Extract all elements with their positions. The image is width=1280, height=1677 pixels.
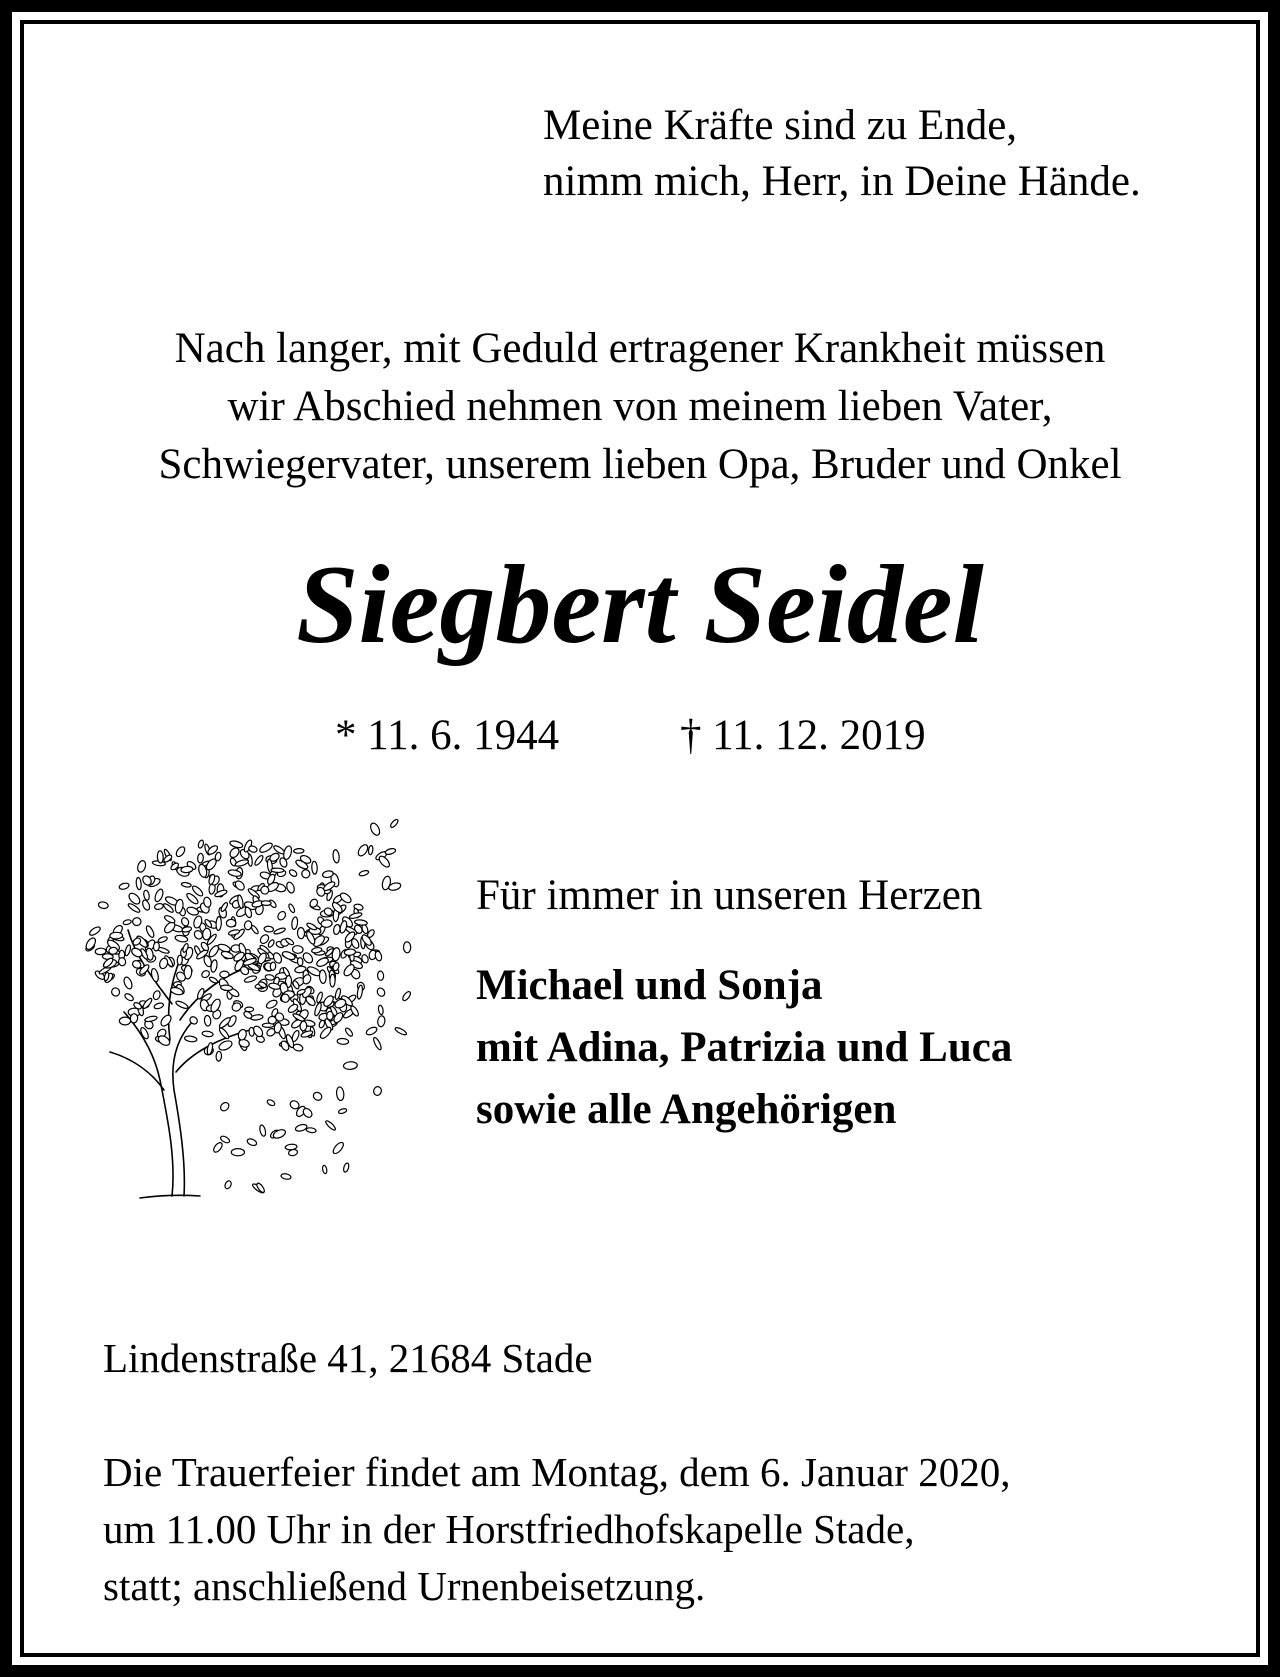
leaf-mark xyxy=(84,936,97,951)
leaf-mark xyxy=(332,849,340,863)
leaf-mark xyxy=(339,920,348,934)
leaf-mark xyxy=(216,1051,222,1061)
leaf-mark xyxy=(339,891,353,904)
ceremony-line: Die Trauerfeier findet am Montag, dem 6. Januar 2020, xyxy=(103,1449,1011,1495)
leaf-mark xyxy=(144,1015,157,1022)
mourners-line: sowie alle Angehörigen xyxy=(476,1086,897,1133)
leaf-mark xyxy=(197,853,203,863)
leaf-mark xyxy=(316,991,324,1003)
leaf-mark xyxy=(220,985,232,991)
leaf-mark xyxy=(322,1165,328,1174)
leaf-mark xyxy=(344,949,356,956)
leaf-mark xyxy=(175,845,187,858)
leaf-mark xyxy=(336,1087,345,1101)
leaf-mark xyxy=(130,1013,138,1023)
leaf-mark xyxy=(202,1031,214,1038)
mourners-list xyxy=(476,955,1012,1141)
leaf-mark xyxy=(378,1005,384,1015)
leaf-mark xyxy=(295,1123,308,1132)
leaf-mark xyxy=(248,845,258,853)
leaf-mark xyxy=(153,1002,164,1010)
leaf-mark xyxy=(175,1000,189,1010)
leaf-mark xyxy=(219,1101,231,1113)
leaf-mark xyxy=(376,987,386,998)
leaf-mark xyxy=(385,848,397,856)
leaf-mark xyxy=(338,1108,347,1115)
leaf-mark xyxy=(321,919,333,927)
leaf-mark xyxy=(300,1021,307,1031)
intro-line: Schwiegervater, unserem lieben Opa, Bruder und Onkel xyxy=(158,441,1122,488)
leaf-mark xyxy=(285,881,295,894)
leaf-mark xyxy=(258,841,273,854)
leaf-mark xyxy=(181,866,193,873)
leaf-mark xyxy=(180,916,190,927)
leaf-mark xyxy=(150,968,159,983)
leaf-mark xyxy=(234,879,246,891)
leaf-mark xyxy=(119,1017,130,1025)
leaf-mark xyxy=(212,1141,224,1153)
leaf-mark xyxy=(231,1149,244,1156)
address: Lindenstraße 41, 21684 Stade xyxy=(103,1335,593,1381)
leaf-mark xyxy=(88,925,101,936)
leaf-mark xyxy=(368,845,373,855)
leaf-mark xyxy=(374,951,382,962)
leaf-mark xyxy=(153,942,160,951)
leaf-mark xyxy=(244,920,253,930)
leaf-mark xyxy=(373,1086,383,1097)
leaf-mark xyxy=(356,843,369,858)
leaf-mark xyxy=(226,919,235,927)
leaf-mark xyxy=(389,818,399,828)
leaf-mark xyxy=(306,1127,316,1133)
leaf-mark xyxy=(300,868,311,879)
windblown-tree-icon xyxy=(80,790,420,1210)
leaf-mark xyxy=(136,860,147,874)
leaf-mark xyxy=(244,975,258,984)
leaf-mark xyxy=(229,840,243,849)
intro-line: Nach langer, mit Geduld ertragener Krankheit müssen xyxy=(174,325,1106,372)
leaf-mark xyxy=(330,974,335,987)
intro-line: wir Abschied nehmen von meinem lieben Vater, xyxy=(227,383,1053,430)
leaf-mark xyxy=(266,1099,275,1107)
leaf-mark xyxy=(157,936,168,944)
leaf-mark xyxy=(254,854,265,866)
leaf-mark xyxy=(343,1061,357,1070)
leaf-mark xyxy=(123,919,132,925)
ceremony-notice xyxy=(103,1444,1010,1615)
leaf-mark xyxy=(184,1035,197,1042)
deceased-name: Siegbert Seidel xyxy=(296,543,984,667)
leaf-mark xyxy=(132,917,141,926)
mourners-line: mit Adina, Patrizia und Luca xyxy=(476,1024,1013,1071)
leaf-mark xyxy=(365,1026,378,1037)
leaf-mark xyxy=(153,888,164,903)
leaf-mark xyxy=(319,970,327,984)
leaf-mark xyxy=(216,916,222,930)
leaf-mark xyxy=(264,926,274,933)
leaf-mark xyxy=(152,990,161,1001)
leaf-mark xyxy=(294,848,304,853)
leaf-mark xyxy=(369,822,382,837)
leaf-mark xyxy=(224,1180,233,1190)
leaf-mark xyxy=(110,986,121,997)
leaf-mark xyxy=(276,910,287,921)
leaf-mark xyxy=(214,852,221,862)
leaf-mark xyxy=(220,902,229,913)
leaf-mark xyxy=(159,1013,173,1028)
intro-text xyxy=(0,320,1280,494)
leaf-mark xyxy=(214,889,228,898)
birth-date: * 11. 6. 1944 xyxy=(335,712,560,759)
leaf-mark xyxy=(204,1015,211,1026)
motto-verse xyxy=(543,98,1141,210)
leaf-mark xyxy=(377,854,391,868)
mourners-line: Michael und Sonja xyxy=(476,962,823,1009)
leaf-mark xyxy=(401,990,412,1002)
leaf-mark xyxy=(220,971,229,978)
leaf-mark xyxy=(403,942,411,953)
motto-line: nimm mich, Herr, in Deine Hände. xyxy=(543,158,1141,205)
leaf-mark xyxy=(272,1128,287,1140)
leaf-mark xyxy=(163,854,173,864)
leaf-mark xyxy=(273,927,286,935)
leaf-mark xyxy=(136,877,142,890)
leaf-mark xyxy=(349,912,363,920)
leaf-mark xyxy=(124,944,131,956)
leaf-mark xyxy=(95,948,106,955)
leaf-mark xyxy=(119,882,130,890)
leaf-mark xyxy=(141,899,151,911)
leaf-mark xyxy=(163,914,176,924)
leaf-mark xyxy=(270,962,276,971)
leaf-mark xyxy=(297,927,304,938)
leaf-mark xyxy=(372,1036,382,1050)
leaf-mark xyxy=(337,1038,349,1045)
leaf-mark xyxy=(394,1026,407,1036)
leaf-mark xyxy=(377,971,384,981)
leaf-mark xyxy=(291,917,298,930)
leaf-mark xyxy=(98,901,109,909)
ceremony-line: um 11.00 Uhr in der Horstfriedhofskapelle Stade, xyxy=(103,1506,915,1552)
leaf-mark xyxy=(234,859,249,868)
motto-line: Meine Kräfte sind zu Ende, xyxy=(543,102,1018,149)
leaf-mark xyxy=(327,1011,333,1020)
leaf-mark xyxy=(344,1027,354,1037)
leaf-mark xyxy=(181,882,191,888)
leaf-mark xyxy=(292,945,303,953)
leaf-mark xyxy=(343,1163,350,1173)
leaf-mark xyxy=(271,868,284,873)
leaf-mark xyxy=(182,926,192,933)
leaf-mark xyxy=(312,1091,323,1102)
leaf-mark xyxy=(288,903,296,913)
leaf-mark xyxy=(288,869,298,878)
leaf-mark xyxy=(285,1144,297,1151)
leaf-mark xyxy=(197,839,204,848)
death-date: † 11. 12. 2019 xyxy=(680,712,926,759)
farewell-line: Für immer in unseren Herzen xyxy=(476,872,983,919)
leaf-mark xyxy=(110,932,123,939)
leaf-mark xyxy=(359,870,370,877)
leaf-mark xyxy=(311,861,317,874)
leaf-mark xyxy=(325,1120,337,1132)
leaf-mark xyxy=(154,903,164,911)
leaf-mark xyxy=(331,1141,345,1155)
ceremony-line: statt; anschließend Urnenbeisetzung. xyxy=(103,1563,706,1609)
leaf-mark xyxy=(143,890,150,901)
leaf-mark xyxy=(304,995,316,1007)
leaf-mark xyxy=(377,1015,385,1027)
leaf-mark xyxy=(123,976,134,990)
leaf-mark xyxy=(281,1173,292,1180)
leaf-mark xyxy=(259,1124,267,1136)
leaf-mark xyxy=(209,976,219,984)
leaf-mark xyxy=(246,1138,257,1147)
leaf-mark xyxy=(157,851,163,863)
leaf-mark xyxy=(297,957,303,966)
leaf-mark xyxy=(261,901,271,906)
leaf-mark xyxy=(202,928,211,940)
leaf-mark xyxy=(124,992,135,1002)
leaf-mark xyxy=(145,925,156,939)
